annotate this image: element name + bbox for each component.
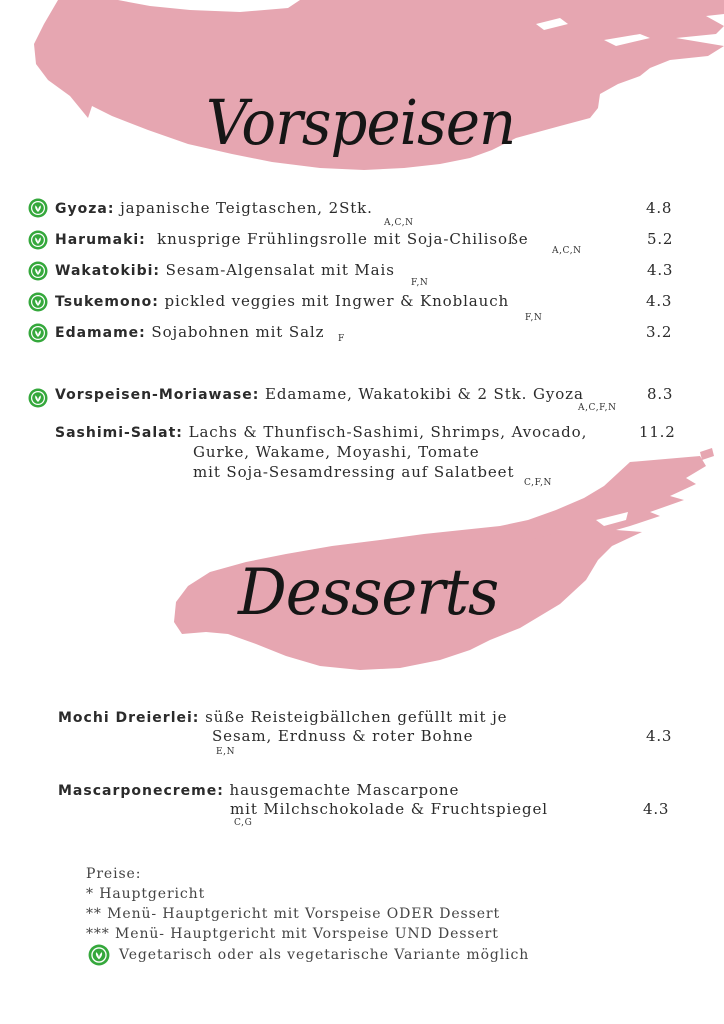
legend-line: *** Menü- Hauptgericht mit Vorspeise UND Dessert (86, 926, 499, 942)
dish-name: Vorspeisen-Moriawase: (55, 387, 260, 403)
vegetarian-leaf-icon (28, 388, 48, 408)
dish-name: Sashimi-Salat: (55, 425, 183, 441)
menu-item-mochi-dreierlei (0, 707, 724, 759)
menu-item-tsukemono (0, 291, 724, 323)
dish-name: Mascarponecreme: (58, 783, 224, 799)
allergen-codes: A,C,N (384, 218, 414, 228)
vegetarian-leaf-icon (28, 198, 48, 218)
dish-name: Harumaki: (55, 232, 146, 248)
dish-name: Mochi Dreierlei: (58, 710, 200, 726)
legend-line: ** Menü- Hauptgericht mit Vorspeise ODER Dessert (86, 906, 500, 922)
desserts-heading: Desserts (238, 556, 499, 630)
vegetarian-leaf-icon (28, 323, 48, 343)
price: 3.2 (646, 323, 673, 341)
vegetarian-leaf-icon (28, 230, 48, 250)
price: 8.3 (647, 385, 674, 403)
allergen-codes: A,C,F,N (578, 403, 617, 413)
menu-item-edamame (0, 322, 724, 346)
price: 4.3 (646, 727, 673, 745)
allergen-codes: F,N (411, 278, 429, 288)
allergen-codes: F (338, 334, 345, 344)
menu-item-wakatokibi (0, 260, 724, 288)
legend-title: Preise: (86, 866, 142, 882)
dish-description: Lachs & Thunfisch-Sashimi, Shrimps, Avocado, (188, 423, 588, 441)
dish-description: süße Reisteigbällchen gefüllt mit je (205, 708, 508, 726)
price: 4.8 (646, 199, 673, 217)
dish-description-line-2: Gurke, Wakame, Moyashi, Tomate (193, 443, 480, 461)
dish-name: Edamame: (55, 325, 146, 341)
menu-item-sashimi-salat (0, 422, 724, 492)
allergen-codes: E,N (216, 747, 236, 757)
allergen-codes: C,G (234, 818, 253, 828)
vegetarian-leaf-icon (88, 944, 110, 966)
dish-description: knusprige Frühlingsrolle mit Soja-Chilisoße (157, 230, 529, 248)
dish-description-line-3: mit Soja-Sesamdressing auf Salatbeet (193, 463, 515, 481)
vegetarian-note: Vegetarisch oder als vegetarische Variante möglich (119, 947, 530, 963)
dish-description-line-2: Sesam, Erdnuss & roter Bohne (212, 727, 474, 745)
vegetarian-leaf-icon (28, 292, 48, 312)
vegetarian-leaf-icon (28, 261, 48, 281)
menu-item-mascarponecreme (0, 780, 724, 832)
dish-description: Edamame, Wakatokibi & 2 Stk. Gyoza (265, 385, 584, 403)
dish-description-line-2: mit Milchschokolade & Fruchtspiegel (230, 800, 548, 818)
dish-description: Sojabohnen mit Salz (151, 323, 325, 341)
legend-line: * Hauptgericht (86, 886, 206, 902)
price: 4.3 (643, 800, 670, 818)
menu-item-harumaki (0, 229, 724, 256)
menu-item-gyoza (0, 198, 724, 228)
allergen-codes: F,N (525, 313, 543, 323)
price: 4.3 (646, 292, 673, 310)
dish-description: hausgemachte Mascarpone (229, 781, 460, 799)
allergen-codes: A,C,N (552, 246, 582, 256)
dish-name: Gyoza: (55, 201, 115, 217)
price: 5.2 (647, 230, 674, 248)
dish-name: Wakatokibi: (55, 263, 160, 279)
menu-item-vorspeisen-moriawase (0, 384, 724, 413)
price: 4.3 (647, 261, 674, 279)
dish-description: pickled veggies mit Ingwer & Knoblauch (164, 292, 510, 310)
dish-name: Tsukemono: (55, 294, 159, 310)
allergen-codes: C,F,N (524, 478, 553, 488)
dish-description: japanische Teigtaschen, 2Stk. (120, 199, 373, 217)
starters-heading: Vorspeisen (206, 86, 516, 159)
dish-description: Sesam-Algensalat mit Mais (165, 261, 395, 279)
price: 11.2 (639, 423, 676, 441)
